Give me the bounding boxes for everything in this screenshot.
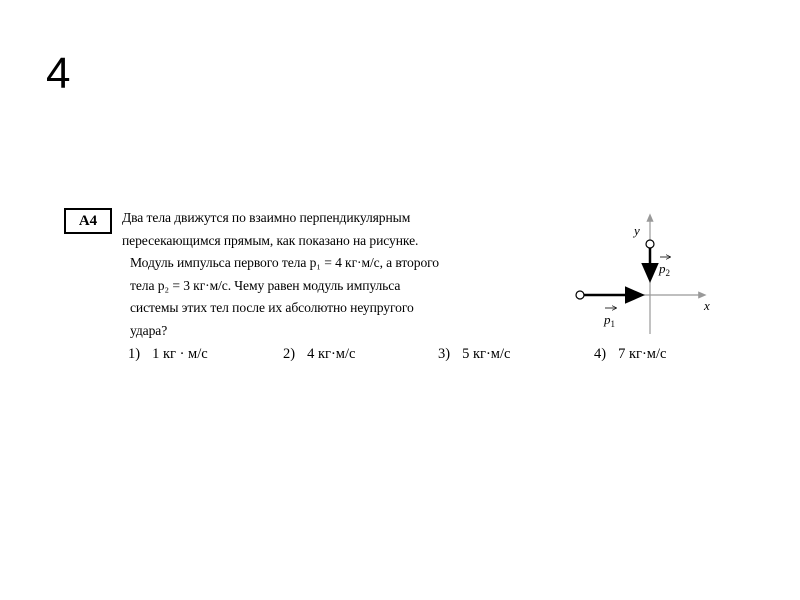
task-label: A4: [64, 208, 112, 234]
problem-line: Модуль импульса первого тела p₁ = 4 кг·м/с, а второго: [130, 255, 439, 270]
p1-label: $p_1$: [604, 312, 615, 329]
problem-line: тела p₂ = 3 кг·м/с. Чему равен модуль импульса: [130, 277, 401, 293]
y-axis-label: y: [634, 223, 640, 238]
answer-number: 4): [594, 346, 607, 362]
answer-text: 4 кг·м/с: [307, 346, 356, 362]
answer-option-2[interactable]: [283, 346, 355, 363]
answer-text: 5 кг·м/с: [462, 346, 511, 362]
answer-text: 7 кг·м/с: [618, 346, 667, 362]
problem-line: пересекающимся прямым, как показано на рисунке.: [122, 232, 419, 248]
answer-option-3[interactable]: [438, 346, 510, 363]
body-2: [646, 240, 654, 248]
problem-line: Два тела движутся по взаимно перпендикулярным: [122, 210, 411, 225]
problem-line: системы этих тел после их абсолютно неупругого: [130, 300, 414, 315]
answer-option-1[interactable]: [128, 346, 208, 363]
answer-options: [128, 346, 728, 370]
answer-text: 1 кг · м/с: [152, 346, 208, 362]
momentum-diagram: [570, 208, 730, 338]
problem-text: [122, 207, 562, 342]
p2-label: $p_2$: [659, 261, 670, 278]
x-axis-label: x: [704, 298, 710, 313]
problem-line: удара?: [130, 322, 168, 338]
answer-number: 1): [128, 346, 141, 362]
answer-option-4[interactable]: [594, 346, 666, 363]
answer-number: 3): [438, 346, 451, 362]
answer-number: 2): [283, 346, 296, 362]
slide-number: 4: [46, 49, 71, 98]
body-1: [576, 291, 584, 299]
